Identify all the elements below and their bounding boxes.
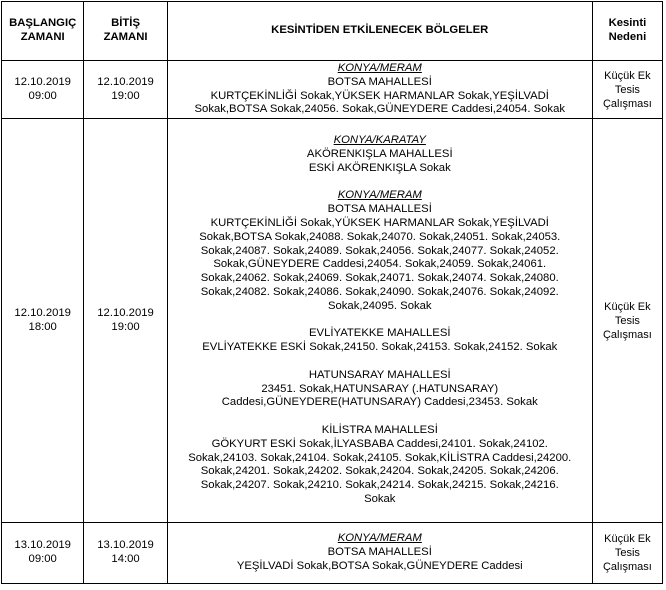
- neighborhood-name: BOTSA MAHALLESİ: [327, 203, 432, 216]
- end-time-text: 13.10.2019: [97, 539, 154, 552]
- spacer: [170, 355, 590, 369]
- header-affected-regions: KESİNTİDEN ETKİLENECEK BÖLGELER: [167, 2, 592, 61]
- neighborhood-name: HATUNSARAY MAHALLESİ: [308, 368, 451, 381]
- start-time-cell: [2, 119, 84, 523]
- end-time-cell: [84, 61, 167, 119]
- street-list-line: Sokak,GÜNEYDERE Caddesi,24054. Sokak,24059. Sokak,24061.: [213, 258, 547, 271]
- street-list-line: ESKİ AKÖRENKIŞLA Sokak: [308, 161, 451, 174]
- end-time-text: 19:00: [111, 89, 140, 102]
- street-list-line: GÖKYURT ESKİ Sokak,İLYASBABA Caddesi,24101. Sokak,24102.: [211, 437, 548, 450]
- reason-text: Küçük Ek: [604, 533, 651, 545]
- neighborhood-name: BOTSA MAHALLESİ: [327, 75, 432, 88]
- reason-text: Tesis: [614, 547, 640, 559]
- neighborhood-name: KİLİSTRA MAHALLESİ: [321, 423, 438, 436]
- start-time-text: 13.10.2019: [14, 539, 71, 552]
- street-list-line: Sokak,BOTSA Sokak,24088. Sokak,24070. Sokak,24051. Sokak,24053.: [199, 230, 561, 243]
- reason-text: Çalışması: [602, 328, 652, 341]
- spacer: [170, 314, 590, 328]
- reason-text: Tesis: [614, 83, 640, 96]
- end-time-text: 19:00: [111, 320, 140, 333]
- street-list-line: Sokak,24207. Sokak,24210. Sokak,24214. Sokak,24215. Sokak,24216.: [200, 479, 559, 492]
- header-reason: Kesinti Nedeni: [592, 2, 662, 61]
- header-start-time: BAŞLANGIÇ ZAMANI: [2, 2, 84, 61]
- district-name: KONYA/MERAM: [337, 532, 422, 545]
- reason-text: Küçük Ek: [604, 69, 651, 82]
- table-row: [2, 523, 663, 584]
- table-row: [2, 61, 663, 119]
- reason-text: Küçük Ek: [604, 300, 651, 313]
- start-time-text: 18:00: [28, 320, 57, 333]
- district-name: KONYA/MERAM: [337, 61, 422, 74]
- street-list-line: Sokak,24201. Sokak,24202. Sokak,24204. Sokak,24205. Sokak,24206.: [200, 465, 559, 478]
- start-time-cell: [2, 523, 84, 584]
- reason-text: Tesis: [614, 314, 640, 327]
- start-time-text: 12.10.2019: [14, 75, 71, 88]
- reason-cell: [592, 119, 662, 523]
- street-list-line: Sokak,24062. Sokak,24069. Sokak,24071. Sokak,24074. Sokak,24080.: [200, 272, 559, 285]
- header-end-time: BİTİŞ ZAMANI: [84, 2, 167, 61]
- start-time-text: 09:00: [28, 89, 57, 102]
- street-list-line: Sokak,BOTSA Sokak,24056. Sokak,GÜNEYDERE Caddesi,24054. Sokak: [194, 103, 565, 116]
- street-list-line: EVLİYATEKKE ESKİ Sokak,24150. Sokak,24153. Sokak,24152. Sokak: [202, 341, 558, 354]
- header-row: [2, 2, 663, 61]
- end-time-cell: [84, 119, 167, 523]
- street-list-line: 23451. Sokak,HATUNSARAY (.HATUNSARAY): [261, 382, 499, 395]
- start-time-text: 09:00: [28, 553, 57, 565]
- street-list-line: Sokak,24087. Sokak,24089. Sokak,24056. Sokak,24077. Sokak,24052.: [200, 244, 559, 257]
- end-time-cell: [84, 523, 167, 584]
- district-name: KONYA/MERAM: [337, 189, 422, 202]
- street-list-line: Sokak,24103. Sokak,24104. Sokak,24105. Sokak,KİLİSTRA Caddesi,24200.: [188, 451, 572, 464]
- end-time-text: 14:00: [111, 553, 140, 565]
- table-row: [2, 119, 663, 523]
- reason-text: Çalışması: [602, 97, 652, 110]
- spacer: [170, 410, 590, 424]
- neighborhood-name: BOTSA MAHALLESİ: [327, 546, 432, 559]
- street-list-line: KURTÇEKİNLİĞİ Sokak,YÜKSEK HARMANLAR Sokak,YEŞİLVADİ: [210, 89, 549, 102]
- spacer: [170, 176, 590, 190]
- reason-cell: [592, 523, 662, 584]
- street-list-line: KURTÇEKİNLİĞİ Sokak,YÜKSEK HARMANLAR Sokak,YEŞİLVADİ: [210, 217, 549, 230]
- affected-regions-cell: [167, 119, 592, 523]
- neighborhood-name: EVLİYATEKKE MAHALLESİ: [309, 327, 451, 340]
- street-list-line: Sokak: [364, 492, 396, 505]
- district-name: KONYA/KARATAY: [333, 134, 426, 147]
- street-list-line: YEŞİLVADİ Sokak,BOTSA Sokak,GÜNEYDERE Caddesi: [236, 559, 523, 572]
- start-time-text: 12.10.2019: [14, 306, 71, 319]
- neighborhood-name: AKÖRENKIŞLA MAHALLESİ: [306, 148, 453, 161]
- affected-regions-cell: [167, 523, 592, 584]
- affected-regions-cell: [167, 61, 592, 119]
- street-list-line: Sokak,24095. Sokak: [327, 299, 432, 312]
- end-time-text: 12.10.2019: [97, 306, 154, 319]
- outage-table: [1, 1, 663, 584]
- start-time-cell: [2, 61, 84, 119]
- end-time-text: 12.10.2019: [97, 75, 154, 88]
- street-list-line: Caddesi,GÜNEYDERE(HATUNSARAY) Caddesi,23453. Sokak: [221, 396, 538, 409]
- reason-text: Çalışması: [602, 561, 652, 573]
- reason-cell: [592, 61, 662, 119]
- street-list-line: Sokak,24082. Sokak,24086. Sokak,24090. Sokak,24076. Sokak,24092.: [200, 286, 559, 298]
